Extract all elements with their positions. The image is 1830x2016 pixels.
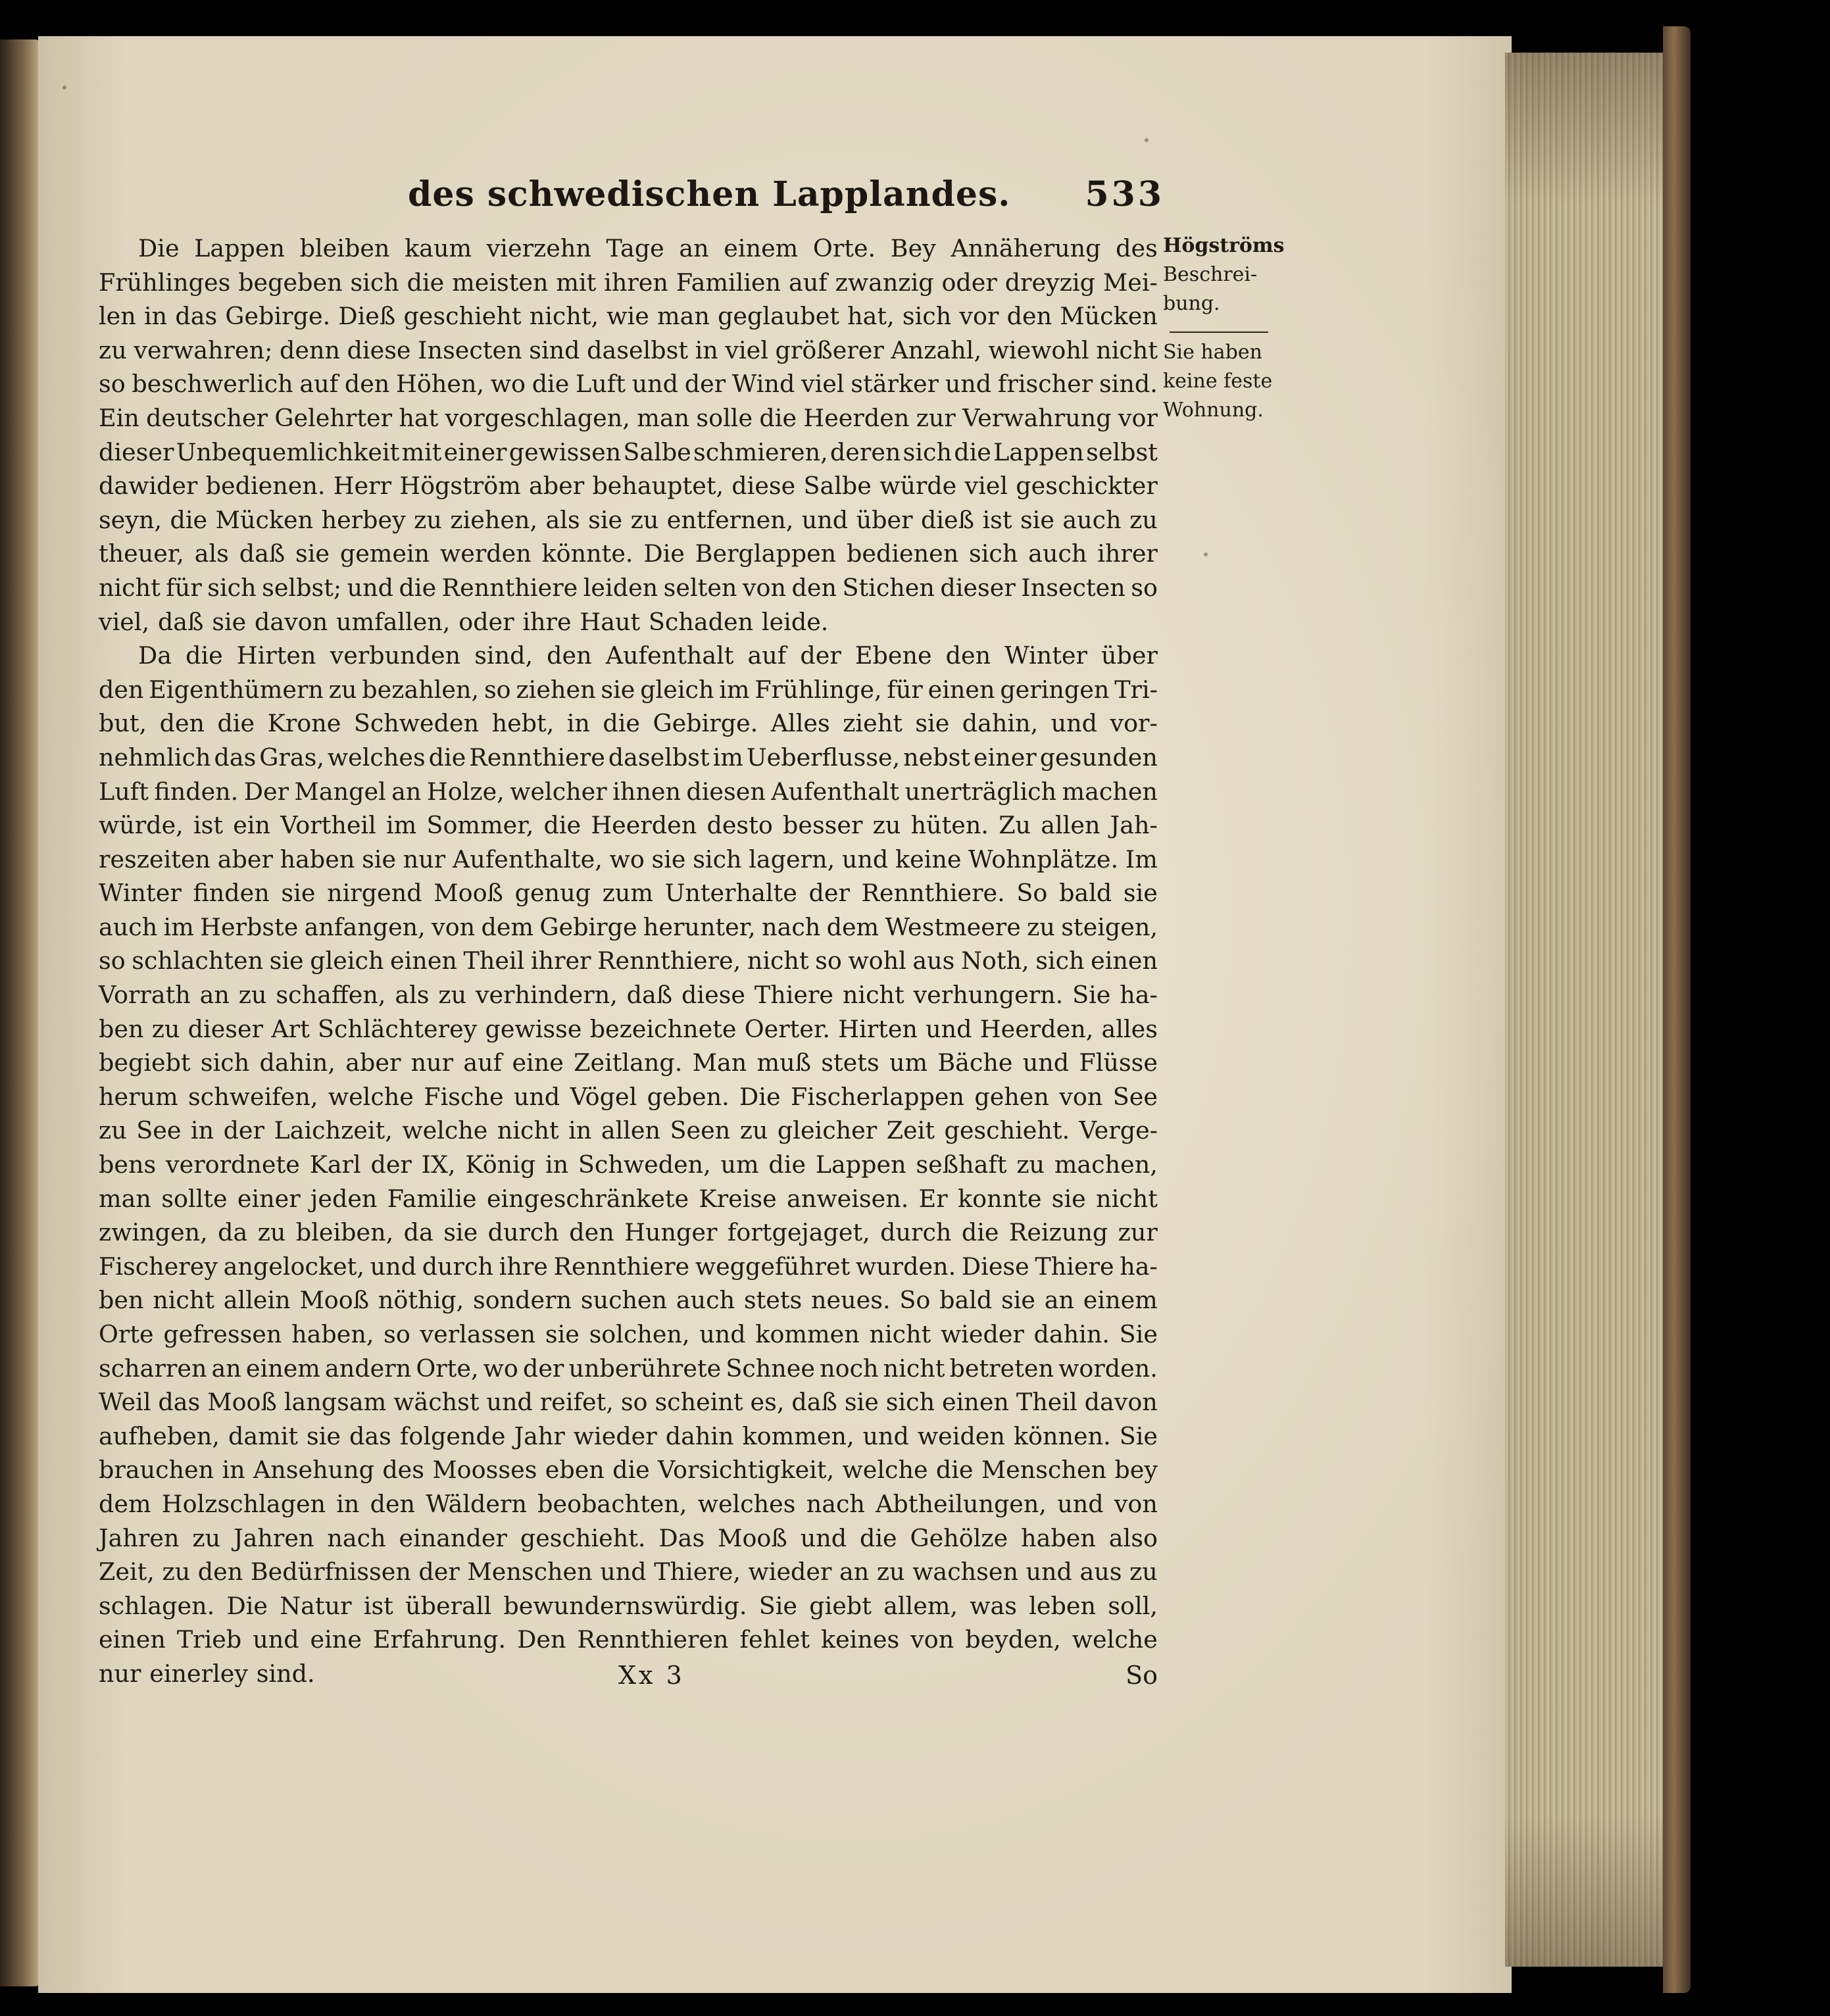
previous-page-edge xyxy=(0,39,39,1986)
text-line: len in das Gebirge. Dieß geschieht nicht, wie man geglaubet hat, sich vor den Mücken xyxy=(99,302,1158,331)
text-line: den Eigenthümern zu bezahlen, so ziehen sie gleich im Frühlinge, für einen geringen Tri- xyxy=(99,675,1158,704)
text-line: man sollte einer jeden Familie eingeschränkete Kreise anweisen. Er konnte sie nicht xyxy=(99,1184,1158,1213)
text-line: zu verwahren; denn diese Insecten sind daselbst in viel größerer Anzahl, wiewohl nicht xyxy=(99,335,1158,364)
marginal-note-line: bung. xyxy=(1163,292,1220,315)
text-line: Zeit, zu den Bedürfnissen der Menschen und Thiere, wieder an zu wachsen und aus zu xyxy=(99,1558,1158,1586)
marginal-note-name: Högströms xyxy=(1163,234,1285,257)
text-line: dem Holzschlagen in den Wäldern beobachten, welches nach Abtheilungen, und von xyxy=(99,1489,1158,1518)
text-line: dawider bedienen. Herr Högström aber behauptet, diese Salbe würde viel geschickter xyxy=(99,472,1158,501)
signature-mark: Xx 3 xyxy=(618,1661,685,1690)
text-line: but, den die Krone Schweden hebt, in die Gebirge. Alles zieht sie dahin, und vor- xyxy=(99,709,1158,738)
text-line: scharren an einem andern Orte, wo der unberührete Schnee noch nicht betreten worden. xyxy=(99,1354,1158,1383)
page-footer xyxy=(99,1661,1158,1707)
marginal-note-line: Beschrei- xyxy=(1163,263,1258,286)
running-header xyxy=(408,168,1164,227)
text-line: so schlachten sie gleich einen Theil ihrer Rennthiere, nicht so wohl aus Noth, sich einen xyxy=(99,947,1158,975)
text-line: nur einerley sind. xyxy=(99,1659,315,1688)
text-line: würde, ist ein Vortheil im Sommer, die Heerden desto besser zu hüten. Zu allen Jah- xyxy=(99,811,1158,840)
text-line: auch im Herbste anfangen, von dem Gebirge herunter, nach dem Westmeere zu steigen, xyxy=(99,912,1158,941)
text-line: so beschwerlich auf den Höhen, wo die Luft und der Wind viel stärker und frischer sind. xyxy=(99,370,1158,399)
text-line: reszeiten aber haben sie nur Aufenthalte, wo sie sich lagern, und keine Wohnplätze. Im xyxy=(99,845,1158,873)
text-line: zwingen, da zu bleiben, da sie durch den Hunger fortgejaget, durch die Reizung zur xyxy=(99,1218,1158,1247)
text-line: Die Lappen bleiben kaum vierzehn Tage an einem Orte. Bey Annäherung des xyxy=(138,234,1158,262)
text-line: seyn, die Mücken herbey zu ziehen, als sie zu entfernen, und über dieß ist sie auch zu xyxy=(99,505,1158,534)
text-line: einen Trieb und eine Erfahrung. Den Rennthieren fehlet keines von beyden, welche xyxy=(99,1625,1158,1654)
paper-speck xyxy=(1145,138,1149,142)
marginal-note-line: keine feste xyxy=(1163,370,1273,393)
text-line: zu See in der Laichzeit, welche nicht in allen Seen zu gleicher Zeit geschieht. Verge- xyxy=(99,1116,1158,1145)
marginal-note-line: Sie haben xyxy=(1163,341,1262,364)
text-line: Orte gefressen haben, so verlassen sie solchen, und kommen nicht wieder dahin. Sie xyxy=(99,1320,1158,1348)
book-cover-edge xyxy=(1663,26,1691,1993)
text-line: Da die Hirten verbunden sind, den Aufenthalt auf der Ebene den Winter über xyxy=(138,641,1158,670)
text-line: brauchen in Ansehung des Moosses eben die Vorsichtigkeit, welche die Menschen bey xyxy=(99,1456,1158,1485)
marginal-notes xyxy=(1163,232,1321,425)
page-number: 533 xyxy=(1085,174,1164,214)
text-line: herum schweifen, welche Fische und Vögel geben. Die Fischerlappen gehen von See xyxy=(99,1082,1158,1111)
text-line: Vorrath an zu schaffen, als zu verhindern, daß diese Thiere nicht verhungern. Sie ha- xyxy=(99,981,1158,1010)
text-line: Jahren zu Jahren nach einander geschieht. Das Mooß und die Gehölze haben also xyxy=(99,1523,1158,1552)
marginal-note-line: Wohnung. xyxy=(1163,399,1264,422)
paper-speck xyxy=(62,86,66,89)
text-line: Luft finden. Der Mangel an Holze, welcher ihnen diesen Aufenthalt unerträglich machen xyxy=(99,777,1158,806)
text-line: dieser Unbequemlichkeit mit einer gewissen Salbe schmieren, deren sich die Lappen selbst xyxy=(99,437,1158,466)
main-text-block xyxy=(99,232,1158,1691)
text-line: schlagen. Die Natur ist überall bewundernswürdig. Sie giebt allem, was leben soll, xyxy=(99,1591,1158,1620)
text-line: Fischerey angelocket, und durch ihre Rennthiere weggeführet wurden. Diese Thiere ha- xyxy=(99,1252,1158,1281)
page-block-edges xyxy=(1505,53,1663,1967)
marginal-brace xyxy=(1170,318,1268,333)
text-line: nehmlich das Gras, welches die Rennthiere daselbst im Ueberflusse, nebst einer gesunden xyxy=(99,743,1158,772)
paper-speck xyxy=(1204,553,1208,556)
text-line: viel, daß sie davon umfallen, oder ihre Haut Schaden leide. xyxy=(99,607,829,636)
running-title: des schwedischen Lapplandes. xyxy=(408,174,1011,214)
text-line: ben zu dieser Art Schlächterey gewisse bezeichnete Oerter. Hirten und Heerden, alles xyxy=(99,1014,1158,1043)
catchword: So xyxy=(1125,1661,1158,1690)
text-line: bens verordnete Karl der IX, König in Schweden, um die Lappen seßhaft zu machen, xyxy=(99,1150,1158,1179)
text-line: nicht für sich selbst; und die Rennthiere leiden selten von den Stichen dieser Insecten so xyxy=(99,573,1158,602)
text-line: ben nicht allein Mooß nöthig, sondern suchen auch stets neues. So bald sie an einem xyxy=(99,1286,1158,1315)
text-line: Frühlinges begeben sich die meisten mit ihren Familien auf zwanzig oder dreyzig Mei- xyxy=(99,268,1158,297)
text-line: aufheben, damit sie das folgende Jahr wieder dahin kommen, und weiden können. Sie xyxy=(99,1421,1158,1450)
text-line: Winter finden sie nirgend Mooß genug zum Unterhalte der Rennthiere. So bald sie xyxy=(99,879,1158,908)
text-line: theuer, als daß sie gemein werden könnte. Die Berglappen bedienen sich auch ihrer xyxy=(99,539,1158,568)
text-line: Ein deutscher Gelehrter hat vorgeschlagen, man solle die Heerden zur Verwahrung vor xyxy=(99,403,1158,432)
text-line: Weil das Mooß langsam wächst und reifet, so scheint es, daß sie sich einen Theil davon xyxy=(99,1388,1158,1417)
text-line: begiebt sich dahin, aber nur auf eine Zeitlang. Man muß stets um Bäche und Flüsse xyxy=(99,1048,1158,1077)
